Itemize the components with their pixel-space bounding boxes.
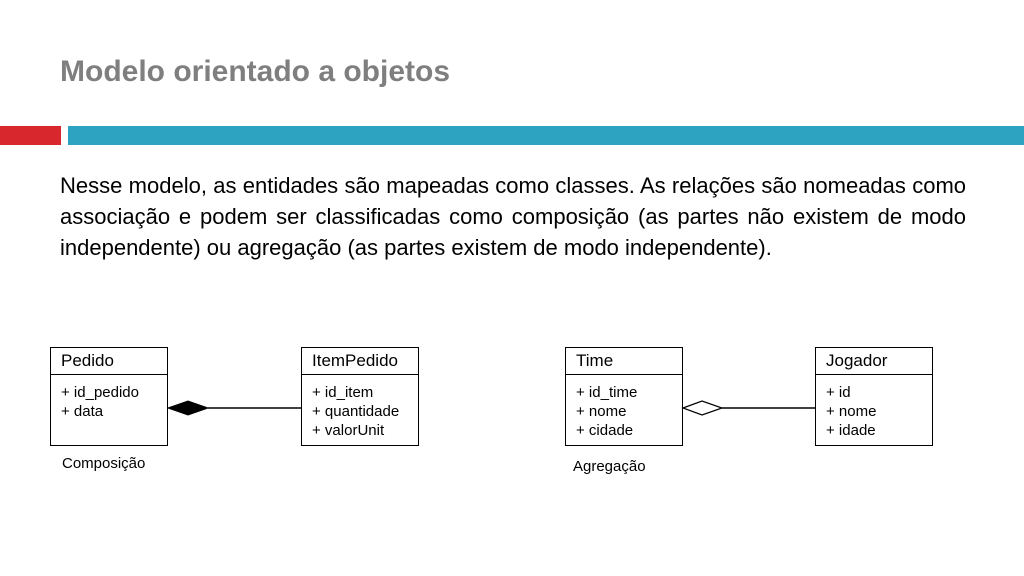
slide-title: Modelo orientado a objetos — [60, 55, 451, 88]
class-attribute: + cidade — [576, 422, 634, 439]
class-name: Pedido — [51, 348, 167, 375]
class-attribute: + nome — [826, 403, 877, 420]
class-attribute: + id_item — [312, 384, 374, 401]
class-attribute: + id_pedido — [61, 384, 139, 401]
class-name: ItemPedido — [302, 348, 418, 375]
class-attribute: + idade — [826, 422, 876, 439]
body-paragraph: Nesse modelo, as entidades são mapeadas como classes. As relações são nomeadas como associação e podem ser classificadas como composição (as partes não existem de modo independente) ou agregação (as partes existem de modo independente). — [60, 173, 966, 260]
class-attribute: + data — [61, 403, 104, 420]
aggregation-caption: Agregação — [573, 458, 646, 475]
aggregation-diamond — [683, 401, 722, 415]
composition-diamond — [168, 401, 208, 415]
class-attribute: + nome — [576, 403, 627, 420]
class-attribute: + valorUnit — [312, 422, 385, 439]
class-name: Jogador — [816, 348, 932, 375]
composition-caption: Composição — [62, 455, 146, 472]
class-attribute: + quantidade — [312, 403, 400, 420]
class-attribute: + id_time — [576, 384, 638, 401]
class-name: Time — [566, 348, 682, 375]
class-attribute: + id — [826, 384, 851, 401]
